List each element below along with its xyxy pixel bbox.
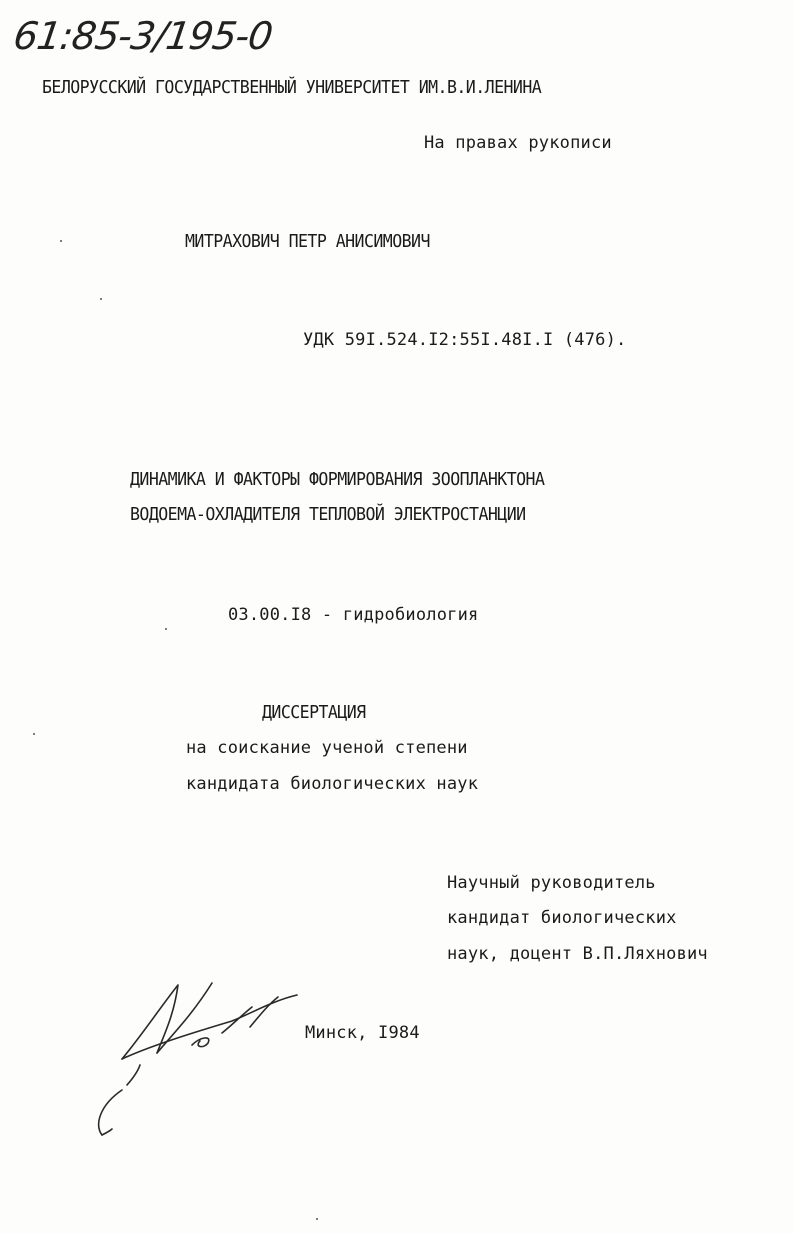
specialty-code: 03.00.I8 - гидробиология	[228, 605, 479, 625]
supervisor-line-2: кандидат биологических	[447, 908, 677, 928]
paper-speck	[33, 733, 35, 735]
udc-code: УДК 59I.524.I2:55I.48I.I (476).	[303, 330, 627, 350]
institution-name: БЕЛОРУССКИЙ ГОСУДАРСТВЕННЫЙ УНИВЕРСИТЕТ ИМ.В.И.ЛЕНИНА	[42, 77, 542, 98]
paper-speck	[100, 298, 102, 300]
thesis-title-line-2: ВОДОЕМА-ОХЛАДИТЕЛЯ ТЕПЛОВОЙ ЭЛЕКТРОСТАНЦИИ	[130, 504, 526, 525]
supervisor-line-3: наук, доцент В.П.Ляхнович	[447, 944, 708, 964]
place-and-year: Минск, I984	[305, 1023, 420, 1043]
author-signature	[82, 975, 312, 1145]
paper-speck	[165, 628, 167, 630]
degree-line-1: на соискание ученой степени	[186, 738, 468, 758]
paper-speck	[60, 240, 62, 242]
rights-note: На правах рукописи	[424, 133, 612, 153]
author-name: МИТРАХОВИЧ ПЕТР АНИСИМОВИЧ	[185, 231, 430, 252]
document-type: ДИССЕРТАЦИЯ	[262, 702, 366, 723]
thesis-title-line-1: ДИНАМИКА И ФАКТОРЫ ФОРМИРОВАНИЯ ЗООПЛАНКТОНА	[130, 469, 545, 490]
paper-speck	[316, 1218, 318, 1220]
archive-number-handwritten: 61:85-3/195-0	[10, 14, 275, 58]
degree-line-2: кандидата биологических наук	[186, 774, 479, 794]
supervisor-line-1: Научный руководитель	[447, 873, 656, 893]
